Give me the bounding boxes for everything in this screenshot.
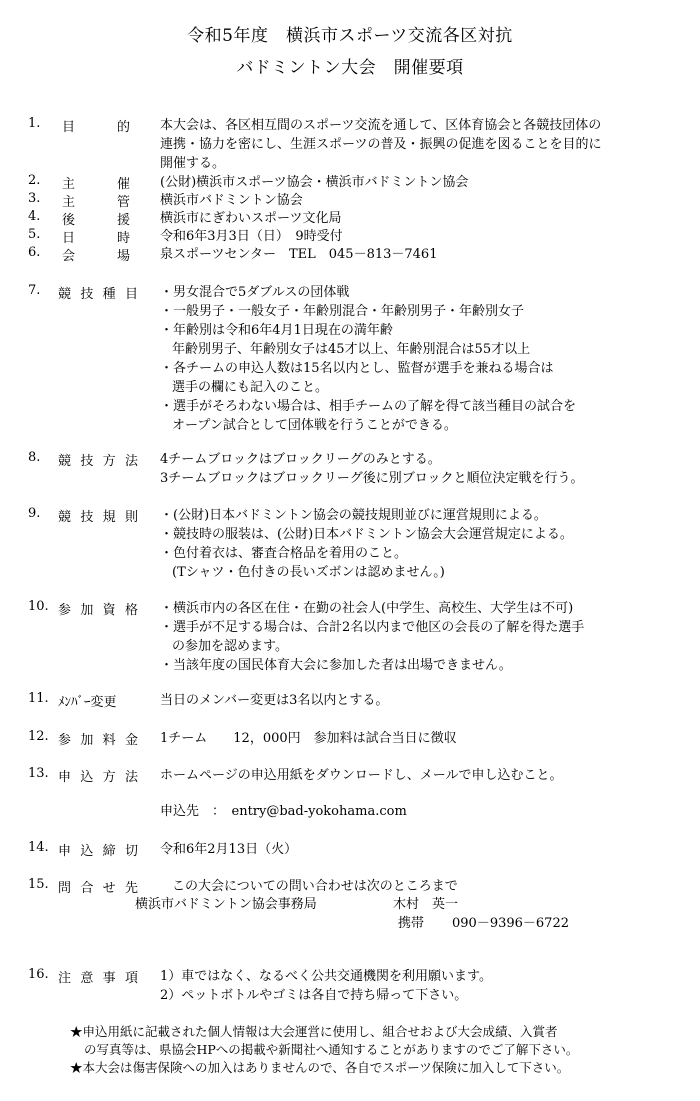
section-label-events (58, 283, 138, 302)
label-char: 法 (124, 454, 138, 469)
label-char: 参 (58, 733, 72, 748)
body-line: ・(公財)日本バドミントン協会の競技規則並びに運営規則による。 (160, 508, 547, 523)
label-char: 種 (102, 287, 116, 302)
label-char: 技 (80, 510, 94, 525)
label-char: 規 (102, 510, 116, 525)
section-number: 1. (28, 116, 41, 131)
label-char: 意 (80, 971, 94, 986)
label-char: 目 (124, 287, 138, 302)
body-line: 年齢別男子、年齢別女子は45才以上、年齢別混合は55才以上 (172, 342, 531, 357)
section-label-rules (58, 506, 138, 525)
body-line: ・選手が不足する場合は、合計2名以内まで他区の会長の了解を得た選手 (160, 620, 585, 635)
section-number: 10. (28, 599, 49, 614)
section-number: 4. (28, 209, 41, 224)
label-char: 時 (116, 231, 130, 246)
section-label-deadline (58, 840, 138, 859)
label-char: 料 (102, 733, 116, 748)
label-char: 競 (58, 510, 72, 525)
body-line: 選手の欄にも記入のこと。 (172, 380, 329, 395)
body-line: の参加を認めます。 (172, 639, 288, 654)
body-line: (Tシャツ・色付きの長いズボンは認めません。) (172, 565, 445, 580)
section-body-purpose (160, 116, 601, 173)
label-char: 締 (102, 844, 116, 859)
label-char: 主 (62, 195, 76, 210)
body-line: ・年齢別は令和6年4月1日現在の満年齢 (160, 323, 393, 338)
section-body-eligibility (160, 599, 584, 675)
body-line: ・一般男子・一般女子・年齢別混合・年齢別男子・年齢別女子 (160, 304, 525, 319)
label-char: 注 (58, 971, 72, 986)
body-line: ・選手がそろわない場合は、相手チームの了解を得て該当種目の試合を (160, 399, 577, 414)
body-line: ・競技時の服装は、(公財)日本バドミントン協会大会運営規定による。 (160, 527, 573, 542)
section-label-member-change (58, 691, 138, 710)
body-line: ・色付着衣は、審査合格品を着用のこと。 (160, 546, 408, 561)
label-char: 問 (58, 881, 72, 896)
label-char: 法 (124, 770, 138, 785)
section-body-fee: 1チーム 12，000円 参加料は試合当日に徴収 (160, 731, 457, 746)
body-line: ・当該年度の国民体育大会に参加した者は出場できません。 (160, 658, 512, 673)
section-number: 11. (28, 691, 49, 706)
contact-office: 横浜市バドミントン協会事務局 (135, 897, 317, 912)
section-label-datetime (62, 227, 130, 246)
footer-note: ★本大会は傷害保険への加入はありませんので、各自でスポーツ保険に加入して下さい。 (70, 1060, 570, 1075)
body-line: 開催する。 (160, 156, 226, 171)
label-char: 催 (116, 177, 130, 192)
label-char: 加 (80, 603, 94, 618)
section-body-rules (160, 506, 573, 582)
application-email: 申込先 ： entry@bad-yokohama.com (160, 804, 407, 819)
page-title: 令和5年度 横浜市スポーツ交流各区対抗 (187, 26, 513, 46)
label-char: 援 (116, 213, 130, 228)
section-label-method (58, 450, 138, 469)
section-label-contact (58, 877, 138, 896)
section-body-datetime: 令和6年3月3日（日） 9時受付 (160, 229, 343, 244)
section-number: 3. (28, 191, 41, 206)
section-body-manager: 横浜市バドミントン協会 (160, 193, 303, 208)
label-char: 管 (116, 195, 130, 210)
section-label-fee (58, 729, 138, 748)
label-char: 競 (58, 287, 72, 302)
section-body-member-change: 当日のメンバー変更は3名以内とする。 (160, 693, 389, 708)
section-body-support: 横浜市にぎわいスポーツ文化局 (160, 211, 342, 226)
section-body-events (160, 283, 576, 435)
label-char: 技 (80, 287, 94, 302)
section-label-organizer (62, 173, 130, 192)
label-char: 競 (58, 454, 72, 469)
label-char: 項 (124, 971, 138, 986)
section-body-venue: 泉スポーツセンター TEL 045－813－7461 (160, 247, 438, 262)
label-char: 技 (80, 454, 94, 469)
label-char: 的 (116, 120, 130, 135)
section-number: 9. (28, 506, 41, 521)
label-char: 方 (102, 770, 116, 785)
section-body-notes (160, 967, 492, 1005)
label-char: 切 (124, 844, 138, 859)
body-line: 4チームブロックはブロックリーグのみとする。 (160, 452, 441, 467)
label-char: ﾒﾝﾊﾞｰ変更 (58, 695, 117, 710)
label-char: 則 (124, 510, 138, 525)
label-char: 場 (116, 249, 130, 264)
body-line: 連携・協力を密にし、生涯スポーツの普及・振興の促進を図ることを目的に (160, 137, 602, 152)
section-label-purpose (62, 116, 130, 135)
body-line: ・横浜市内の各区在住・在勤の社会人(中学生、高校生、大学生は不可) (160, 601, 574, 616)
label-char: 格 (124, 603, 138, 618)
section-body-deadline: 令和6年2月13日（火） (160, 842, 298, 857)
label-char: 金 (124, 733, 138, 748)
label-char: 日 (62, 231, 76, 246)
contact-name: 木村 英一 (393, 897, 459, 912)
body-line: 2）ペットボトルやゴミは各自で持ち帰って下さい。 (160, 988, 468, 1003)
label-char: 合 (80, 881, 94, 896)
body-line: 本大会は、各区相互間のスポーツ交流を通して、区体育協会と各競技団体の (160, 118, 602, 133)
label-char: 資 (102, 603, 116, 618)
label-char: 込 (80, 844, 94, 859)
section-label-venue (62, 245, 130, 264)
section-number: 14. (28, 840, 49, 855)
label-char: 加 (80, 733, 94, 748)
body-line: オープン試合として団体戦を行うことができる。 (172, 418, 457, 433)
label-char: 込 (80, 770, 94, 785)
label-char: 会 (62, 249, 76, 264)
section-body-method (160, 450, 584, 488)
label-char: 参 (58, 603, 72, 618)
section-number: 6. (28, 245, 41, 260)
label-char: 申 (58, 844, 72, 859)
section-number: 15. (28, 877, 49, 892)
section-number: 12. (28, 729, 49, 744)
contact-phone-label: 携帯 (398, 916, 425, 931)
body-line: ・各チームの申込人数は15名以内とし、監督が選手を兼ねる場合は (160, 361, 554, 376)
label-char: 目 (62, 120, 76, 135)
label-char: せ (102, 881, 116, 896)
section-number: 2. (28, 173, 41, 188)
page-subtitle: バドミントン大会 開催要項 (236, 58, 464, 78)
section-number: 7. (28, 283, 41, 298)
section-number: 5. (28, 227, 41, 242)
section-label-notes (58, 967, 138, 986)
footer-note: の写真等は、県協会HPへの掲載や新聞社へ通知することがありますのでご了解下さい。 (84, 1042, 579, 1057)
section-number: 16. (28, 967, 49, 982)
contact-phone: 090－9396－6722 (452, 916, 569, 931)
label-char: 先 (124, 881, 138, 896)
section-body-organizer: (公財)横浜市スポーツ協会・横浜市バドミントン協会 (160, 175, 469, 190)
section-label-manager (62, 191, 130, 210)
body-line: 1）車ではなく、なるべく公共交通機関を利用願います。 (160, 969, 492, 984)
section-number: 13. (28, 766, 49, 781)
section-body-contact: この大会についての問い合わせは次のところまで (172, 879, 458, 894)
section-body-application: ホームページの申込用紙をダウンロードし、メールで申し込むこと。 (160, 768, 563, 783)
body-line: 3チームブロックはブロックリーグ後に別ブロックと順位決定戦を行う。 (160, 471, 584, 486)
section-label-eligibility (58, 599, 138, 618)
section-number: 8. (28, 450, 41, 465)
section-label-application (58, 766, 138, 785)
label-char: 事 (102, 971, 116, 986)
footer-notes (70, 1023, 578, 1077)
label-char: 後 (62, 213, 76, 228)
body-line: ・男女混合で5ダブルスの団体戦 (160, 285, 350, 300)
label-char: 申 (58, 770, 72, 785)
section-label-support (62, 209, 130, 228)
label-char: 方 (102, 454, 116, 469)
label-char: 主 (62, 177, 76, 192)
footer-note: ★申込用紙に記載された個人情報は大会運営に使用し、組合せおよび大会成績、入賞者 (70, 1024, 558, 1039)
